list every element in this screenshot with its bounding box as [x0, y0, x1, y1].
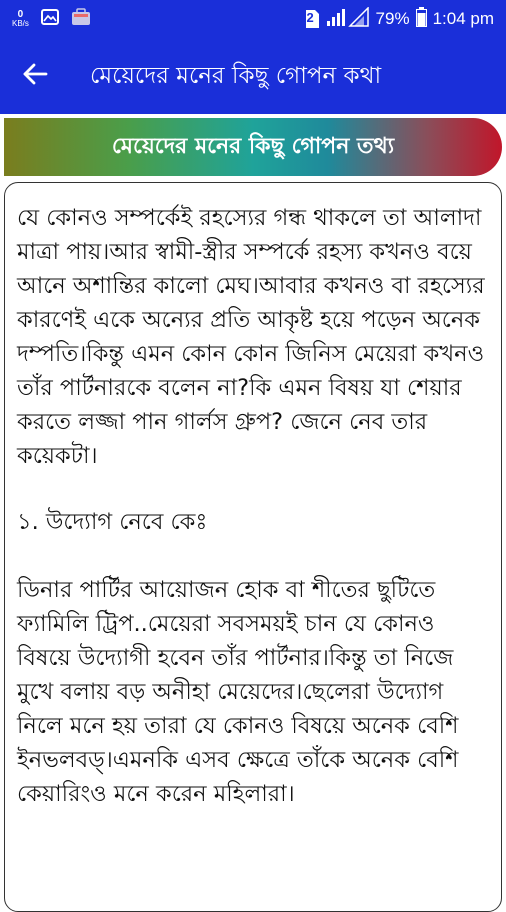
- article-paragraph: ডিনার পার্টির আয়োজন হোক বা শীতের ছুটিতে ফ্যামিলি ট্রিপ..মেয়েরা সবসময়ই চান যে কোনও বিষয়ে উদ্যোগী হবেন তাঁর পার্টনার।কিন্তু তা নিজে মুখে বলায় বড় অনীহা মেয়েদের।ছেলেরা উদ্যোগ নিলে মনে হয় তারা যে কোনও বিষয়ে অনেক বেশি ইনভলবড্।এমনকি এসব ক্ষেত্রে তাঁকে অনেক বেশি কেয়ারিংও মনে করেন মহিলারা।: [17, 577, 459, 807]
- bag-icon: [71, 8, 91, 30]
- battery-icon: [416, 7, 427, 32]
- status-bar: [0, 0, 506, 38]
- article-title-banner: [4, 118, 502, 176]
- app-bar: [0, 38, 506, 114]
- page-title: মেয়েদের মনের কিছু গোপন কথা: [90, 62, 382, 89]
- article-content[interactable]: [4, 182, 502, 912]
- image-icon: [41, 9, 59, 29]
- sim-icon: [304, 9, 320, 29]
- back-button[interactable]: [0, 38, 70, 114]
- battery-percent: 79%: [375, 9, 410, 28]
- network-speed-unit: KB/s: [12, 19, 29, 28]
- article-title: মেয়েদের মনের কিছু গোপন তথ্য: [111, 133, 395, 159]
- network-speed: [12, 10, 29, 28]
- sim-badge: 2: [306, 10, 314, 25]
- signal-icon: [326, 7, 370, 32]
- network-speed-value: 0: [17, 9, 24, 20]
- arrow-left-icon: [22, 61, 48, 91]
- clock: 1:04 pm: [432, 9, 494, 28]
- article-paragraph: যে কোনও সম্পর্কেই রহস্যের গন্ধ থাকলে তা আলাদা মাত্রা পায়।আর স্বামী-স্ত্রীর সম্পর্কে রহস্য কখনও বয়ে আনে অশান্তির কালো মেঘ।আবার কখনও বা রহস্যের কারণেই একে অন্যের প্রতি আকৃষ্ট হয়ে পড়েন অনেক দম্পতি।কিন্তু এমন কোন কোন জিনিস মেয়েরা কখনও তাঁর পার্টনারকে বলেন না?কি এমন বিষয় যা শেয়ার করতে লজ্জা পান গার্লস গ্রুপ? জেনে নেব তার কয়েকটা।: [17, 205, 485, 469]
- section-heading: ১. উদ্যোগ নেবে কেঃ: [17, 509, 208, 535]
